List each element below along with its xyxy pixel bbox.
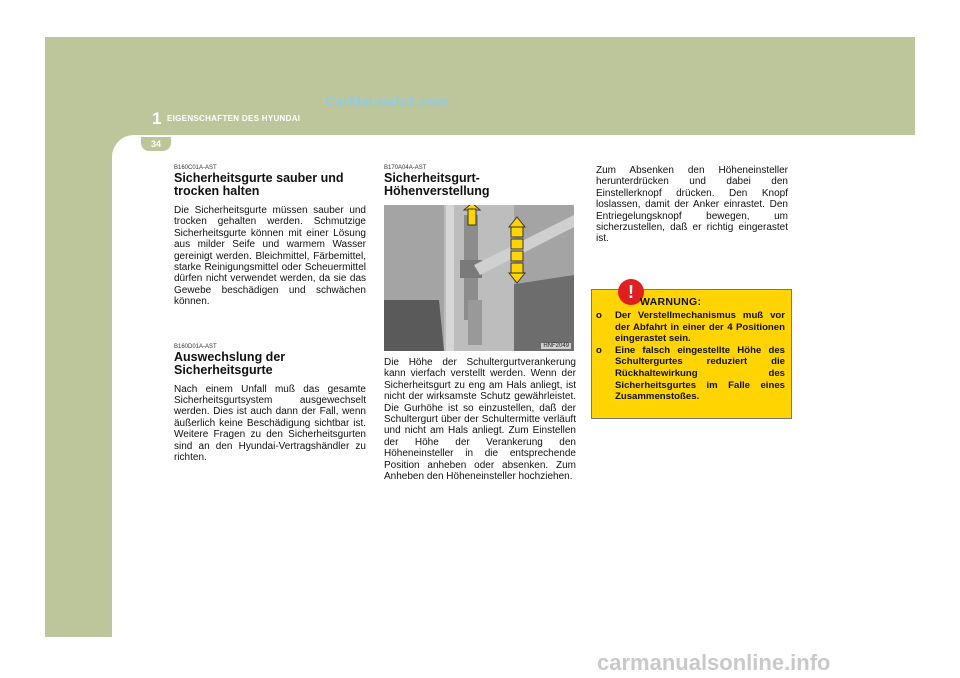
chapter-number: 1	[152, 109, 162, 128]
bullet: o	[596, 344, 602, 356]
column-left	[174, 165, 366, 464]
section-code: B160D01A-AST	[174, 343, 217, 350]
seatbelt-illustration	[384, 205, 574, 351]
bullet: o	[596, 310, 602, 321]
section-code: B170A04A-AST	[384, 165, 427, 171]
column-middle	[384, 165, 576, 482]
watermark-top[interactable]: CarManuals2.com	[325, 93, 450, 109]
warning-box	[591, 282, 792, 419]
section-body: Zum Absenken den Höheneinsteller herunterdrücken und dabei den Einstellerknopf drücken. Den Knopf loslassen, damit der Anker einrastet. Den Entriegelungsknopf bewegen, um sicherzustellen, daß er richtig eingerastet ist.	[596, 165, 788, 245]
watermark-bottom[interactable]: carmanualsonline.info	[597, 650, 831, 675]
section-title: Sicherheitsgurte sauber und trocken halten	[174, 171, 344, 198]
chapter-title: EIGENSCHAFTEN DES HYUNDAI	[167, 114, 301, 123]
warning-item: o Eine falsch eingestellte Höhe des Schultergurtes reduziert die Rückhaltewirkung des Sicherheitsgurtes im Falle eines Zusammenstoßes.	[596, 344, 785, 403]
warning-icon: !	[618, 279, 644, 305]
seatbelt-height-figure	[384, 205, 574, 351]
section-code: B160C01A-AST	[174, 165, 217, 171]
section-body: Die Höhe der Schultergurtverankerung kann vierfach verstellt werden. Wenn der Sicherheitsgurt zu eng am Hals anliegt, ist nicht der wirksamste Schutz gewährleistet. Die Gurhöhe ist so einzustellen, daß der Schultergurt über der Schultermitte verläuft und nicht am Hals anliegt. Zum Einstellen der Höhe der Verankerung den Höheneinsteller in die entsprechende Position anheben oder absenken. Zum Anheben den Höheneinsteller hochziehen.	[384, 357, 576, 483]
section-body: Die Sicherheitsgurte müssen sauber und trocken gehalten werden. Schmutzige Sicherheitsgurte können mit einer Lösung aus milder Seife und warmem Wasser gereinigt werden. Bleichmittel, Färbemittel, starke Reinigungsmittel oder Scheuermittel dürfen nicht verwendet werden, da sie das Gewebe beschädigen und schwächen können.	[174, 205, 366, 308]
section-body: Nach einem Unfall muß das gesamte Sicherheitsgurtsystem ausgewechselt werden. Dies ist auch dann der Fall, wenn äußerlich keine Beschädigung sichtbar ist. Weitere Fragen zu den Sicherheitsgurten sind an den Hyundai-Vertragshändler zu richten.	[174, 383, 366, 464]
column-right	[596, 165, 788, 245]
warning-title: WARNUNG:	[640, 296, 702, 308]
page-number: 34	[150, 139, 161, 149]
section-title: Sicherheitsgurt-Höhenverstellung	[384, 171, 490, 198]
warning-list	[596, 310, 785, 403]
section-title: Auswechslung der Sicherheitsgurte	[174, 349, 286, 377]
figure-label: HNF2049	[543, 343, 569, 349]
warning-item: o Der Verstellmechanismus muß vor der Abfahrt in einer der 4 Positionen eingerastet sein.	[596, 310, 785, 345]
